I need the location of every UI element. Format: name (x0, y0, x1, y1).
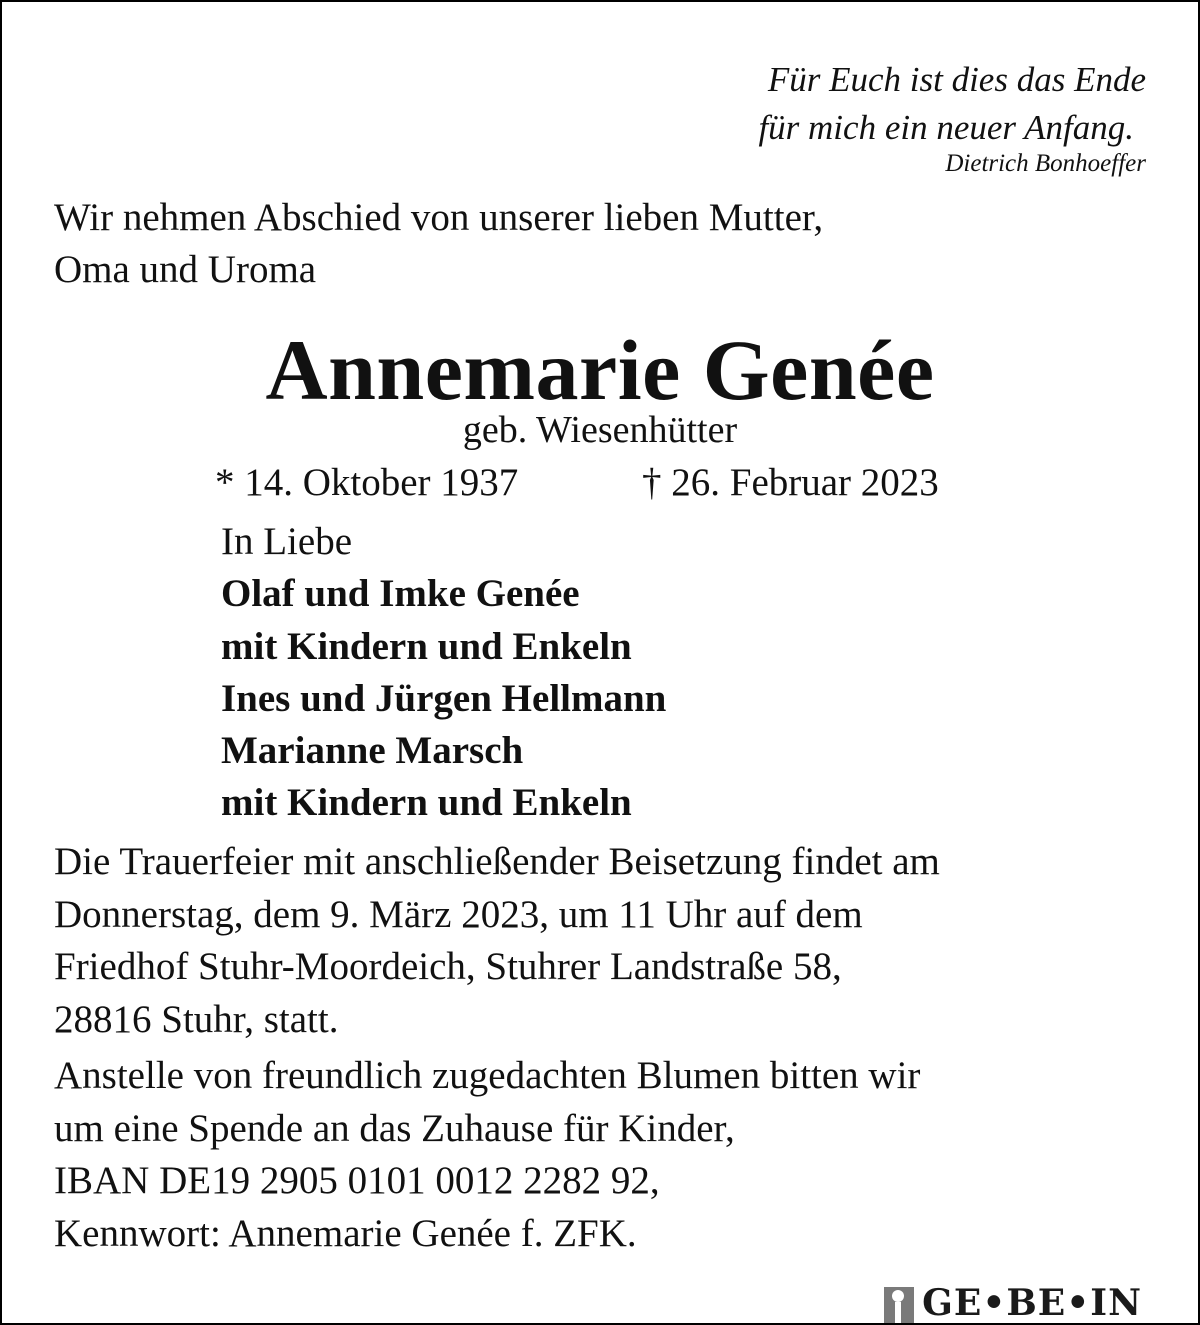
donation-line: IBAN DE19 2905 0101 0012 2282 92, (54, 1159, 660, 1202)
quote-line-1: Für Euch ist dies das Ende (767, 60, 1146, 99)
mourner-line: mit Kindern und Enkeln (221, 781, 632, 825)
intro-text (54, 192, 823, 296)
deceased-name: Annemarie Genée (265, 322, 935, 418)
mourners-opening: In Liebe (221, 520, 353, 563)
donation-request (54, 1050, 920, 1260)
quote-author: Dietrich Bonhoeffer (945, 150, 1146, 177)
epigraph-quote (758, 56, 1146, 179)
mourner-line: Ines und Jürgen Hellmann (221, 676, 667, 720)
donation-line: Anstelle von freundlich zugedachten Blumen bitten wir (54, 1054, 921, 1097)
maiden-name: geb. Wiesenhütter (462, 409, 738, 451)
death-date: † 26. Februar 2023 (642, 461, 939, 504)
mourner-line: Marianne Marsch (221, 729, 524, 773)
donation-line: um eine Spende an das Zuhause für Kinder, (54, 1106, 735, 1150)
funeral-line: Donnerstag, dem 9. März 2023, um 11 Uhr auf dem (54, 892, 863, 936)
quote-line-2: für mich ein neuer Anfang. (758, 108, 1134, 147)
birth-date: * 14. Oktober 1937 (215, 461, 519, 504)
funeral-details (54, 836, 940, 1046)
publisher-logo (884, 1283, 1142, 1323)
mourners-list (221, 516, 666, 830)
donation-line: Kennwort: Annemarie Genée f. ZFK. (54, 1211, 637, 1255)
mourner-line: mit Kindern und Enkeln (221, 624, 632, 668)
intro-line-2: Oma und Uroma (54, 248, 317, 291)
funeral-line: Friedhof Stuhr-Moordeich, Stuhrer Landstraße 58, (54, 945, 842, 988)
funeral-line: Die Trauerfeier mit anschließender Beisetzung findet am (54, 840, 940, 883)
intro-line-1: Wir nehmen Abschied von unserer lieben Mutter, (54, 196, 824, 239)
mourner-line: Olaf und Imke Genée (221, 572, 580, 616)
candle-keyhole-icon (884, 1287, 914, 1323)
logo-text: GE•BE•IN (922, 1282, 1142, 1324)
funeral-line: 28816 Stuhr, statt. (54, 997, 339, 1041)
